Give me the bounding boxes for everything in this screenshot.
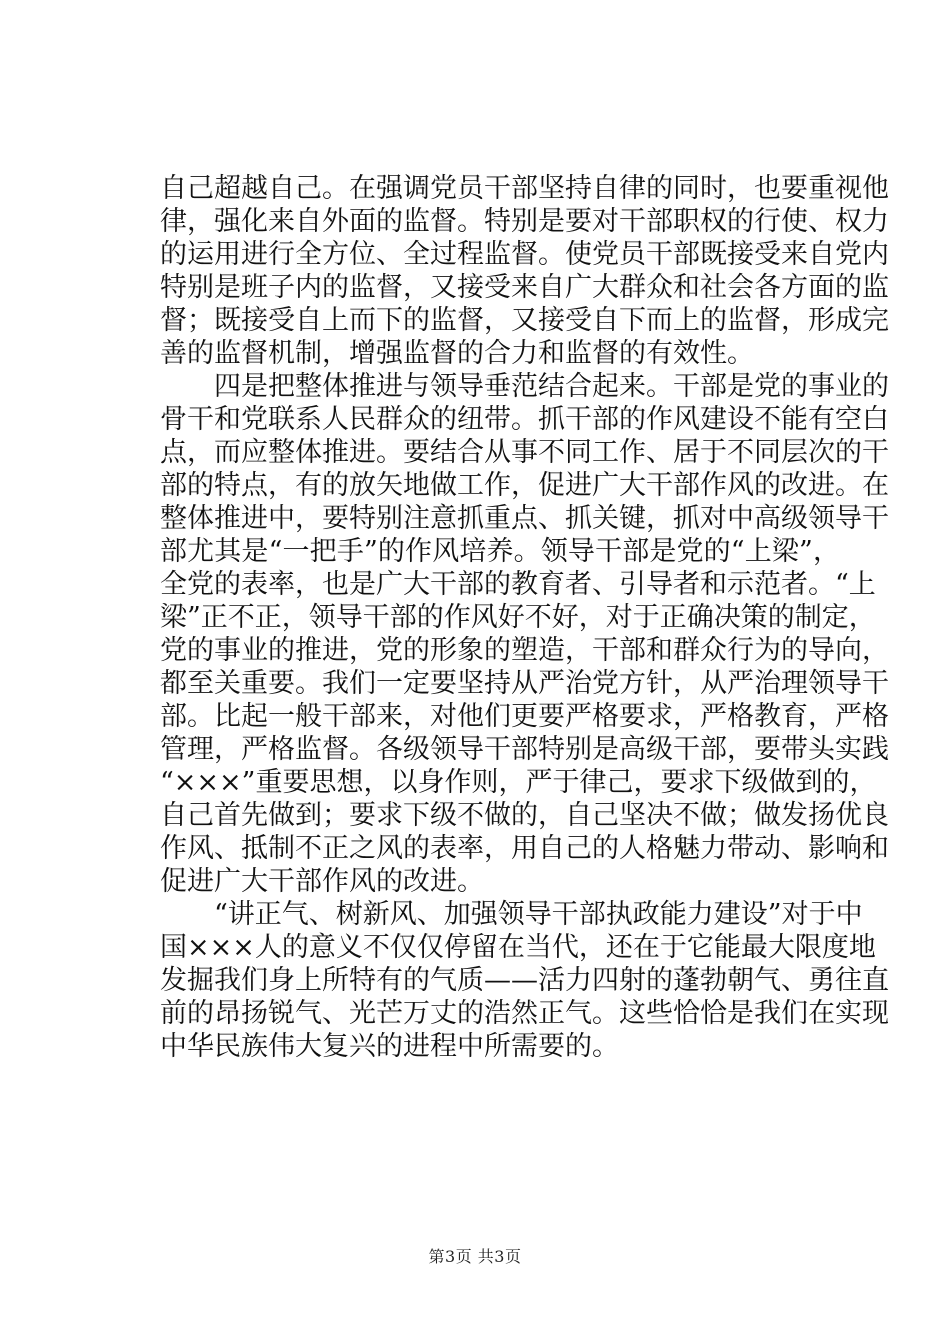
text-line: 管理，严格监督。各级领导干部特别是高级干部，要带头实践 bbox=[160, 734, 889, 765]
text-line: 发掘我们身上所特有的气质——活力四射的蓬勃朝气、勇往直 bbox=[160, 965, 889, 996]
text-line: 党的事业的推进，党的形象的塑造，干部和群众行为的导向， bbox=[160, 635, 889, 666]
text-line: 督；既接受自上而下的监督，又接受自下而上的监督，形成完 bbox=[160, 305, 889, 336]
text-line: 特别是班子内的监督，又接受来自广大群众和社会各方面的监 bbox=[160, 272, 889, 303]
text-line: 国×××人的意义不仅仅停留在当代，还在于它能最大限度地 bbox=[160, 932, 876, 963]
text-line: 部尤其是“一把手”的作风培养。领导干部是党的“上梁”， bbox=[160, 536, 840, 567]
text-line: 点，而应整体推进。要结合从事不同工作、居于不同层次的干 bbox=[160, 437, 889, 468]
text-line: 全党的表率，也是广大干部的教育者、引导者和示范者。“上 bbox=[160, 569, 876, 600]
text-line: 前的昂扬锐气、光芒万丈的浩然正气。这些恰恰是我们在实现 bbox=[160, 998, 889, 1029]
text-line: 梁”正不正，领导干部的作风好不好，对于正确决策的制定， bbox=[160, 602, 876, 633]
paragraph-start-line: 四是把整体推进与领导垂范结合起来。干部是党的事业的 bbox=[214, 371, 889, 402]
text-line: 骨干和党联系人民群众的纽带。抓干部的作风建设不能有空白 bbox=[160, 404, 889, 435]
text-line: 自己首先做到；要求下级不做的，自己坚决不做；做发扬优良 bbox=[160, 800, 889, 831]
paragraph-start-line: “讲正气、树新风、加强领导干部执政能力建设”对于中 bbox=[214, 899, 863, 930]
text-line: 部的特点，有的放矢地做工作，促进广大干部作风的改进。在 bbox=[160, 470, 889, 501]
text-line: 整体推进中，要特别注意抓重点、抓关键，抓对中高级领导干 bbox=[160, 503, 889, 534]
text-line: 自己超越自己。在强调党员干部坚持自律的同时，也要重视他 bbox=[160, 173, 889, 204]
text-line: 善的监督机制，增强监督的合力和监督的有效性。 bbox=[160, 338, 754, 369]
text-line: 律，强化来自外面的监督。特别是要对干部职权的行使、权力 bbox=[160, 206, 889, 237]
text-line: “×××”重要思想，以身作则，严于律己，要求下级做到的， bbox=[160, 767, 877, 798]
text-line: 促进广大干部作风的改进。 bbox=[160, 866, 484, 897]
text-line: 的运用进行全方位、全过程监督。使党员干部既接受来自党内 bbox=[160, 239, 889, 270]
text-line: 中华民族伟大复兴的进程中所需要的。 bbox=[160, 1031, 619, 1062]
page-number-footer: 第3页 共3页 bbox=[428, 1247, 522, 1266]
body-text bbox=[160, 172, 889, 1063]
text-line: 作风、抵制不正之风的表率，用自己的人格魅力带动、影响和 bbox=[160, 833, 889, 864]
text-line: 都至关重要。我们一定要坚持从严治党方针，从严治理领导干 bbox=[160, 668, 889, 699]
text-line: 部。比起一般干部来，对他们更要严格要求，严格教育，严格 bbox=[160, 701, 889, 732]
